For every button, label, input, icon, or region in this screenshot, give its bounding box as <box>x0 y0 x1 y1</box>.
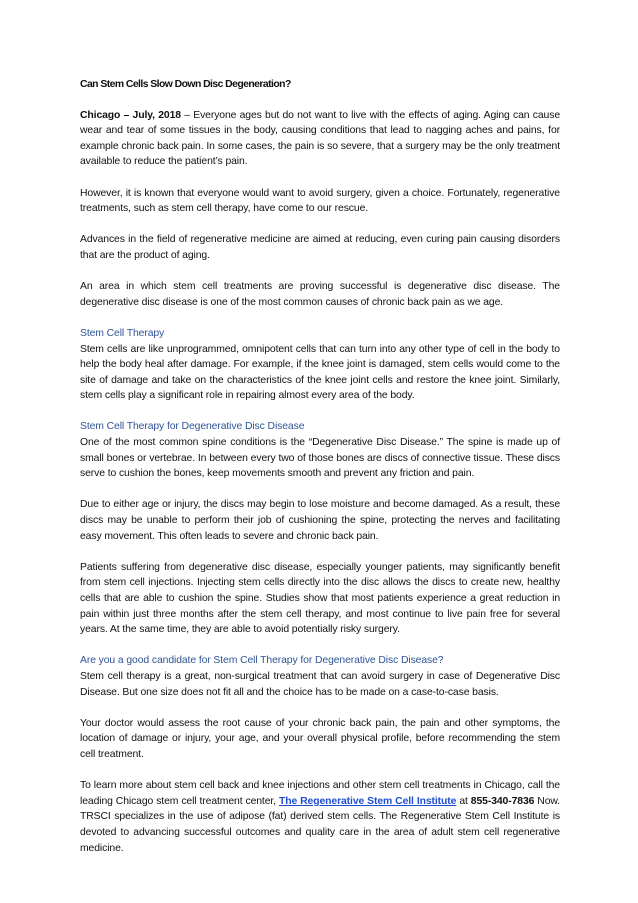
paragraph: An area in which stem cell treatments are proving successful is degenerative disc disease. The degenerative disc disease is one of the most common causes of chronic back pain as we age. <box>80 281 560 308</box>
paragraph: However, it is known that everyone would want to avoid surgery, given a choice. Fortunately, regenerative treatments, such as stem cell therapy, have come to our rescue. <box>80 187 560 215</box>
closing-text: at <box>456 795 471 807</box>
closing-text: Now. TRSCI specializes in the use of adipose (fat) derived stem cells. The Regenerative Stem Cell Institute is devoted to advancing successful outcomes and quality care in the area of adult stem cell regenerative medicine. <box>80 795 561 854</box>
phone-number: 855-340-7836 <box>470 795 535 807</box>
dateline: Chicago – July, 2018 <box>80 109 181 121</box>
paragraph: Due to either age or injury, the discs may begin to lose moisture and become damaged. As a result, these discs may be unable to perform their job of cushioning the spine, protecting the nerves and facilitating easy movement. This often leads to severe and chronic back pain. <box>80 499 560 542</box>
section-heading-good-candidate: Are you a good candidate for Stem Cell Therapy for Degenerative Disc Disease? <box>80 655 444 667</box>
document-body <box>80 77 560 872</box>
closing-paragraph <box>80 778 560 856</box>
paragraph: One of the most common spine conditions is the “Degenerative Disc Disease.” The spine is made up of small bones or vertebrae. In between every two of those bones are discs of connective tissue. These discs serve to cushion the bones, keep movements smooth and prevent any friction and pain. <box>80 437 560 480</box>
paragraph: Stem cells are like unprogrammed, omnipotent cells that can turn into any other type of cell in the body to help the body heal after damage. For example, if the knee joint is damaged, stem cells would come to the site of damage and take on the characteristics of the knee joint cells and restore the knee joint. Similarly, stem cells play a significant role in repairing almost every area of the body. <box>80 343 560 402</box>
paragraph: Your doctor would assess the root cause of your chronic back pain, the pain and other symptoms, the location of damage or injury, your age, and your overall physical profile, before recommending the stem cell treatment. <box>80 717 560 760</box>
document-title: Can Stem Cells Slow Down Disc Degeneration? <box>80 79 291 90</box>
intro-paragraph <box>80 108 560 170</box>
closing-text: To learn more about stem cell back and knee injections and other stem cell treatments in Chicago, call the leading Chicago stem cell treatment center, <box>80 780 560 807</box>
section-heading-stem-cell-therapy: Stem Cell Therapy <box>80 327 165 339</box>
paragraph: Stem cell therapy is a great, non-surgical treatment that can avoid surgery in case of Degenerative Disc Disease. But one size does not fit all and the choice has to be made on a case-to-case basis. <box>80 670 560 698</box>
intro-text: – Everyone ages but do not want to live with the effects of aging. Aging can cause wear and tear of some tissues in the body, causing conditions that lead to nagging aches and pains, for example chronic back pain. In some cases, the pain is so severe, that a surgery may be the only treatment available to reduce the patient’s pain. <box>80 109 560 168</box>
institute-link[interactable]: The Regenerative Stem Cell Institute <box>278 795 457 807</box>
paragraph: Patients suffering from degenerative disc disease, especially younger patients, may significantly benefit from stem cell injections. Injecting stem cells directly into the disc allows the discs to create new, healthy cells that are able to cushion the spine. Studies show that most patients experience a great reduction in pain within just three months after the stem cell therapy, and most continue to live pain free for several years. At the same time, they are able to avoid potentially risky surgery. <box>80 561 560 636</box>
paragraph: Advances in the field of regenerative medicine are aimed at reducing, even curing pain causing disorders that are the product of aging. <box>80 234 560 261</box>
section-heading-disc-disease: Stem Cell Therapy for Degenerative Disc Disease <box>80 421 305 433</box>
